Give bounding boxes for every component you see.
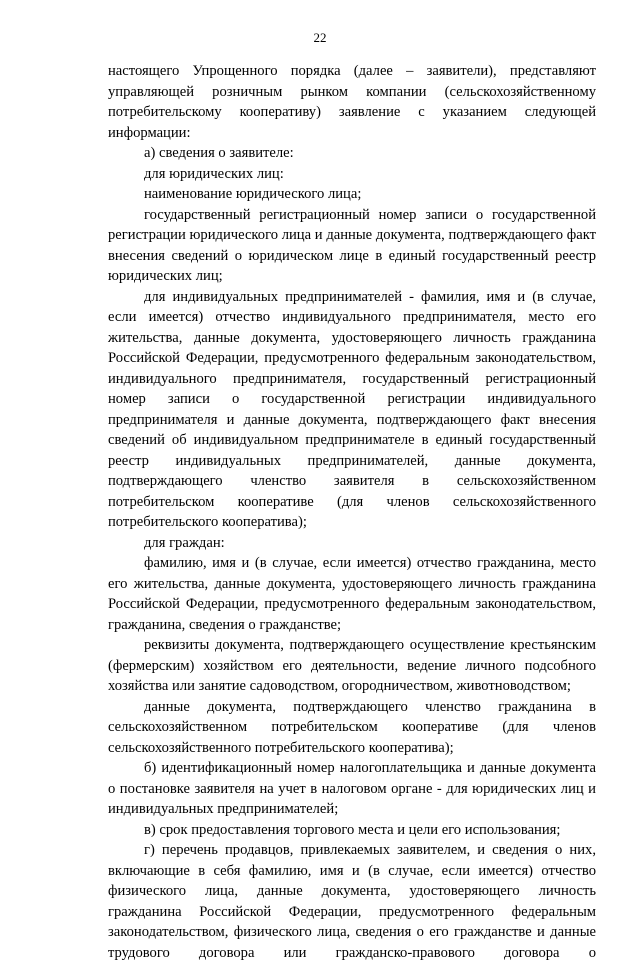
paragraph-item-g: г) перечень продавцов, привлекаемых заявителем, и сведения о них, включающие в себя фамилию, имя и (в случае, если имеется) отчество физического лица, данные документа, удостоверяющего личность гражданина Российской Федерации, предусмотренного федеральным законодательством, физического лица, сведения о его гражданстве и данные трудового договора или гражданско-правового договора о xyxy=(108,842,596,961)
paragraph-cooperative-membership: данные документа, подтверждающего членство гражданина в сельскохозяйственном потребительском кооперативе (для членов сельскохозяйственного потребительского кооператива); xyxy=(108,698,596,756)
paragraph-item-v: в) срок предоставления торгового места и цели его использования; xyxy=(144,821,561,838)
paragraph-citizen-identity: фамилию, имя и (в случае, если имеется) отчество гражданина, место его жительства, данные документа, удостоверяющего личность гражданина Российской Федерации, предусмотренного федеральным законодательством, гражданина, сведения о гражданстве; xyxy=(108,555,596,633)
paragraph-intro: настоящего Упрощенного порядка (далее – заявители), представляют управляющей розничным рынком компании (сельскохозяйственному потребительскому кооперативу) заявление с указанием следующей информации: xyxy=(108,63,596,141)
paragraph-legal-entity-registration: государственный регистрационный номер записи о государственной регистрации юридического лица и данные документа, подтверждающего факт внесения сведений о юридическом лице в единый государственный реестр юридических лиц; xyxy=(108,206,596,284)
paragraph-individual-entrepreneurs: для индивидуальных предпринимателей - фамилия, имя и (в случае, если имеется) отчество индивидуального предпринимателя, место его жительства, данные документа, удостоверяющего личность гражданина Российской Федерации, предусмотренного федеральным законодательством, индивидуального предпринимателя, государственный регистрационный номер записи о государственной регистрации индивидуального предпринимателя и данные документа, подтверждающего факт внесения сведений об индивидуальном предпринимателе в единый государственный реестр индивидуальных предпринимателей, данные документа, подтверждающего членство заявителя в сельскохозяйственном потребительском кооперативе (для членов сельскохозяйственного потребительского кооператива); xyxy=(108,288,596,530)
page-number: 22 xyxy=(313,30,327,45)
paragraph-citizens-heading: для граждан: xyxy=(144,534,225,551)
paragraph-item-b: б) идентификационный номер налогоплательщика и данные документа о постановке заявителя на учет в налоговом органе - для юридических лиц и индивидуальных предпринимателей; xyxy=(108,760,596,817)
paragraph-item-a: а) сведения о заявителе: xyxy=(144,145,294,161)
paragraph-legal-entity-name: наименование юридического лица; xyxy=(144,186,362,202)
paragraph-farm-activity-document: реквизиты документа, подтверждающего осуществление крестьянским (фермерским) хозяйством его деятельности, ведение личного подсобного хозяйства или занятие садоводством, огородничеством, животноводством; xyxy=(108,637,596,694)
paragraph-legal-entities-heading: для юридических лиц: xyxy=(144,165,284,182)
document-body xyxy=(108,61,596,963)
